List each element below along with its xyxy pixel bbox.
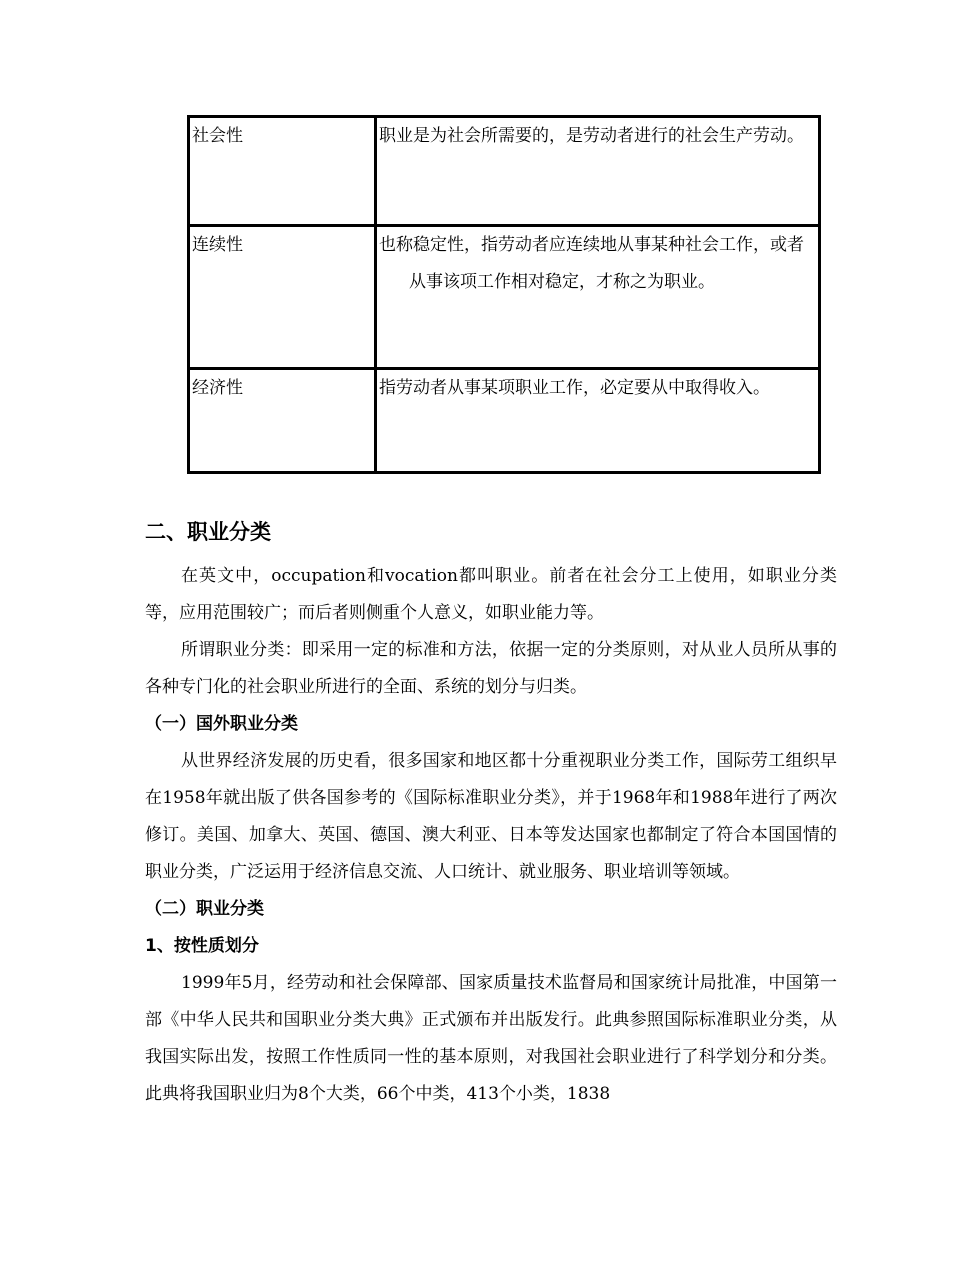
subsection-heading: （一）国外职业分类 bbox=[145, 714, 298, 734]
paragraph: 所谓职业分类：即采用一定的标准和方法，依据一定的分类原则，对从业人员所从事的各种专门化的社会职业所进行的全面、系统的划分与归类。 bbox=[145, 640, 837, 697]
table-row bbox=[189, 226, 820, 369]
property-description bbox=[376, 226, 820, 369]
property-term: 社会性 bbox=[189, 117, 376, 226]
property-description bbox=[376, 117, 820, 226]
occupation-properties-table bbox=[187, 115, 821, 474]
section-content bbox=[145, 512, 837, 1113]
property-term: 连续性 bbox=[189, 226, 376, 369]
section-heading: 二、职业分类 bbox=[145, 520, 271, 544]
paragraph: 在英文中，occupation和vocation都叫职业。前者在社会分工上使用，如职业分类等，应用范围较广；而后者则侧重个人意义，如职业能力等。 bbox=[145, 566, 837, 623]
property-description-text: 职业是为社会所需要的，是劳动者进行的社会生产劳动。 bbox=[379, 126, 804, 146]
paragraph: 从世界经济发展的历史看，很多国家和地区都十分重视职业分类工作，国际劳工组织早在1958年就出版了供各国参考的《国际标准职业分类》，并于1968年和1988年进行了两次修订。美国、加拿大、英国、德国、澳大利亚、日本等发达国家也都制定了符合本国国情的职业分类，广泛运用于经济信息交流、人口统计、就业服务、职业培训等领域。 bbox=[145, 751, 837, 882]
item-heading: 1、按性质划分 bbox=[145, 936, 259, 956]
property-description-text: 也称稳定性，指劳动者应连续地从事某种社会工作，或者从事该项工作相对稳定，才称之为职业。 bbox=[379, 235, 804, 292]
table-row bbox=[189, 117, 820, 226]
property-term: 经济性 bbox=[189, 369, 376, 473]
paragraph: 1999年5月，经劳动和社会保障部、国家质量技术监督局和国家统计局批准，中国第一部《中华人民共和国职业分类大典》正式颁布并出版发行。此典参照国际标准职业分类，从我国实际出发，按照工作性质同一性的基本原则，对我国社会职业进行了科学划分和分类。此典将我国职业归为8个大类，66个中类，413个小类，1838 bbox=[145, 973, 837, 1104]
property-description-text: 指劳动者从事某项职业工作，必定要从中取得收入。 bbox=[379, 378, 770, 398]
subsection-heading: （二）职业分类 bbox=[145, 899, 264, 919]
property-description bbox=[376, 369, 820, 473]
table-row bbox=[189, 369, 820, 473]
